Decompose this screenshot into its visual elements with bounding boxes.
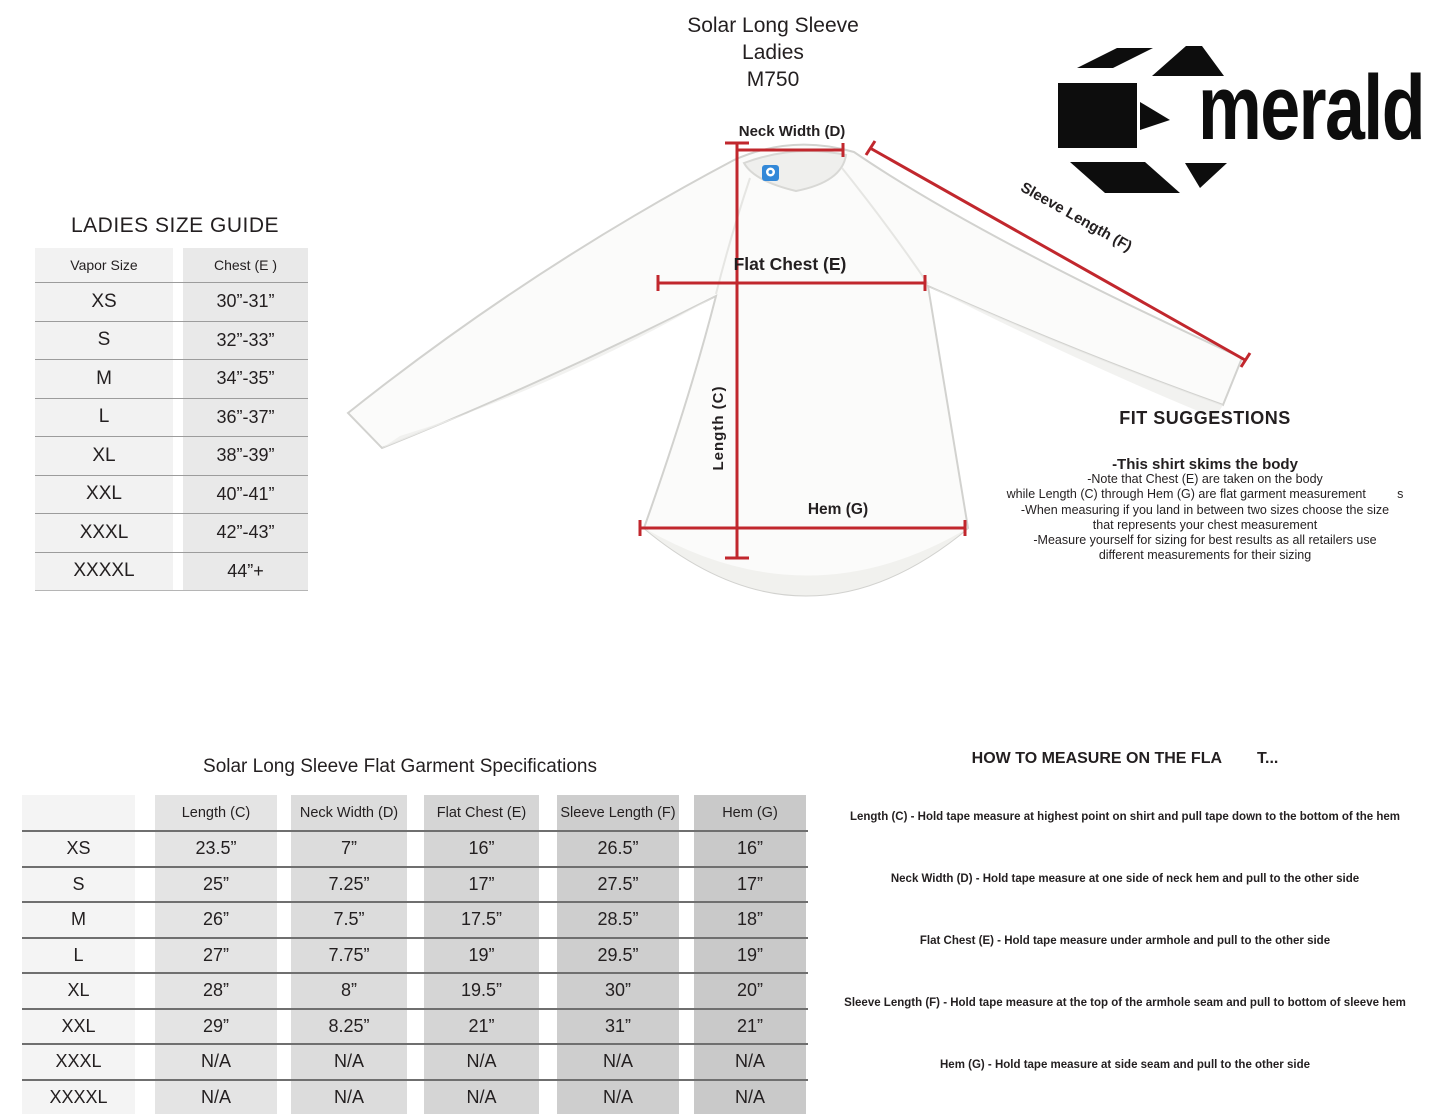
spec-value-cell: 20”: [694, 974, 806, 1008]
spec-value-cell: N/A: [291, 1081, 407, 1115]
spec-col-header: [22, 795, 135, 830]
spec-value-cell: N/A: [424, 1081, 539, 1115]
spec-col-gap: [135, 1010, 155, 1044]
spec-value-cell: 21”: [424, 1010, 539, 1044]
fit-suggestion-line: while Length (C) through Hem (G) are flat garment measurement s: [1006, 487, 1404, 502]
spec-col-gap: [679, 1081, 694, 1115]
spec-col-gap: [407, 939, 424, 973]
spec-col-gap: [277, 795, 291, 830]
spec-table-row: [22, 901, 808, 937]
spec-col-gap: [679, 868, 694, 902]
size-guide-row: [35, 398, 308, 437]
size-guide-gap: [173, 399, 183, 437]
spec-col-gap: [135, 1081, 155, 1115]
sleeve-length-label: Sleeve Length (F): [1017, 178, 1135, 256]
size-guide-chest-cell: 44”+: [183, 553, 308, 591]
spec-col-gap: [135, 1045, 155, 1079]
flat-chest-label: Flat Chest (E): [733, 254, 847, 274]
spec-size-cell: XXL: [22, 1010, 135, 1044]
product-title: [598, 12, 948, 93]
spec-col-header: Sleeve Length (F): [557, 795, 679, 830]
size-guide-col-chest: Chest (E ): [183, 248, 308, 282]
size-guide-gap: [173, 437, 183, 475]
fit-suggestion-line: -This shirt skims the body: [1112, 456, 1298, 473]
spec-table-row: [22, 866, 808, 902]
product-model: M750: [746, 68, 800, 91]
spec-col-gap: [539, 832, 557, 866]
spec-col-gap: [277, 903, 291, 937]
size-guide-heading: LADIES SIZE GUIDE: [70, 214, 280, 237]
spec-col-gap: [679, 795, 694, 830]
spec-value-cell: 21”: [694, 1010, 806, 1044]
size-guide-chest-cell: 38”-39”: [183, 437, 308, 475]
size-guide-gap: [173, 553, 183, 591]
spec-value-cell: 7.25”: [291, 868, 407, 902]
size-guide-size-cell: XL: [35, 437, 173, 475]
spec-value-cell: 27”: [155, 939, 277, 973]
fit-suggestions-text: [995, 457, 1415, 563]
spec-size-cell: XXXXL: [22, 1081, 135, 1115]
spec-col-gap: [539, 868, 557, 902]
spec-col-gap: [277, 832, 291, 866]
spec-col-gap: [407, 974, 424, 1008]
spec-col-gap: [539, 974, 557, 1008]
spec-value-cell: 19.5”: [424, 974, 539, 1008]
size-guide-body: [35, 282, 308, 590]
fit-suggestion-line: -When measuring if you land in between two sizes choose the size: [1020, 502, 1390, 517]
spec-table-header-row: [22, 795, 808, 830]
spec-col-gap: [407, 1045, 424, 1079]
spec-table-body: [22, 830, 808, 1114]
spec-col-gap: [679, 939, 694, 973]
spec-col-gap: [539, 939, 557, 973]
spec-value-cell: N/A: [694, 1081, 806, 1115]
spec-col-gap: [679, 1045, 694, 1079]
spec-value-cell: 19”: [424, 939, 539, 973]
spec-col-gap: [407, 832, 424, 866]
spec-value-cell: 8.25”: [291, 1010, 407, 1044]
spec-value-cell: 7.75”: [291, 939, 407, 973]
spec-value-cell: 8”: [291, 974, 407, 1008]
spec-table-row: [22, 972, 808, 1008]
size-guide-size-cell: XS: [35, 283, 173, 321]
spec-value-cell: 7.5”: [291, 903, 407, 937]
spec-value-cell: 28”: [155, 974, 277, 1008]
spec-value-cell: N/A: [424, 1045, 539, 1079]
fit-suggestion-line: -Measure yourself for sizing for best results as all retailers use: [1033, 533, 1377, 548]
spec-col-gap: [539, 903, 557, 937]
spec-size-cell: XS: [22, 832, 135, 866]
size-guide-size-cell: XXXXL: [35, 553, 173, 591]
spec-size-cell: XL: [22, 974, 135, 1008]
how-to-measure-item: Hem (G) - Hold tape measure at side seam and pull to the other side: [940, 1059, 1310, 1071]
spec-value-cell: 7”: [291, 832, 407, 866]
size-guide-chest-cell: 30”-31”: [183, 283, 308, 321]
product-name: Solar Long Sleeve: [687, 14, 859, 37]
how-to-measure-item: Neck Width (D) - Hold tape measure at one side of neck hem and pull to the other side: [890, 873, 1360, 885]
spec-value-cell: N/A: [557, 1081, 679, 1115]
spec-value-cell: N/A: [557, 1045, 679, 1079]
size-guide-gap: [173, 514, 183, 552]
size-guide-row: [35, 282, 308, 321]
size-guide-row: [35, 475, 308, 514]
product-gender: Ladies: [742, 41, 804, 64]
size-guide-gap: [173, 248, 183, 282]
spec-size-cell: XXXL: [22, 1045, 135, 1079]
collar-tag-icon: [762, 165, 779, 181]
spec-value-cell: N/A: [155, 1045, 277, 1079]
spec-value-cell: 28.5”: [557, 903, 679, 937]
spec-size-cell: S: [22, 868, 135, 902]
spec-col-gap: [277, 974, 291, 1008]
size-guide-row: [35, 552, 308, 591]
size-guide-size-cell: S: [35, 322, 173, 360]
spec-col-gap: [407, 903, 424, 937]
spec-col-gap: [277, 1045, 291, 1079]
spec-col-gap: [277, 939, 291, 973]
spec-size-cell: M: [22, 903, 135, 937]
size-guide-gap: [173, 322, 183, 360]
fit-suggestions: [995, 408, 1415, 563]
size-guide-chest-cell: 32”-33”: [183, 322, 308, 360]
spec-col-gap: [539, 1081, 557, 1115]
spec-col-gap: [277, 1010, 291, 1044]
spec-col-gap: [135, 832, 155, 866]
spec-col-gap: [407, 795, 424, 830]
size-guide-chest-cell: 42”-43”: [183, 514, 308, 552]
spec-value-cell: N/A: [291, 1045, 407, 1079]
spec-col-gap: [407, 1010, 424, 1044]
fit-suggestion-line: that represents your chest measurement: [1092, 517, 1318, 532]
length-label: Length (C): [710, 385, 727, 471]
how-to-measure-item: Length (C) - Hold tape measure at highest point on shirt and pull tape down to the bottom of the hem: [849, 811, 1401, 823]
spec-table-row: [22, 937, 808, 973]
spec-col-header: Hem (G): [694, 795, 806, 830]
spec-col-gap: [277, 868, 291, 902]
spec-value-cell: 19”: [694, 939, 806, 973]
spec-size-cell: L: [22, 939, 135, 973]
spec-table: [22, 795, 808, 1114]
spec-value-cell: 16”: [424, 832, 539, 866]
spec-table-row: [22, 1008, 808, 1044]
size-guide-chest-cell: 34”-35”: [183, 360, 308, 398]
spec-value-cell: 23.5”: [155, 832, 277, 866]
spec-col-gap: [135, 795, 155, 830]
spec-col-gap: [679, 1010, 694, 1044]
size-guide-row: [35, 436, 308, 475]
spec-col-header: Neck Width (D): [291, 795, 407, 830]
spec-col-gap: [135, 939, 155, 973]
size-guide-size-cell: XXL: [35, 476, 173, 514]
size-guide-size-cell: M: [35, 360, 173, 398]
size-guide-size-cell: XXXL: [35, 514, 173, 552]
spec-col-gap: [679, 832, 694, 866]
spec-table-row: [22, 1079, 808, 1115]
size-guide-chest-cell: 40”-41”: [183, 476, 308, 514]
spec-col-gap: [277, 1081, 291, 1115]
how-to-measure-item: Sleeve Length (F) - Hold tape measure at the top of the armhole seam and pull to bottom of sleeve hem: [844, 997, 1406, 1009]
spec-col-gap: [407, 1081, 424, 1115]
spec-value-cell: 17.5”: [424, 903, 539, 937]
fit-suggestion-line: different measurements for their sizing: [1098, 548, 1312, 563]
spec-col-gap: [135, 974, 155, 1008]
how-to-measure-item: Flat Chest (E) - Hold tape measure under armhole and pull to the other side: [919, 935, 1331, 947]
size-guide-table: [35, 248, 308, 591]
spec-table-row: [22, 1043, 808, 1079]
size-guide-col-size: Vapor Size: [35, 248, 173, 282]
spec-value-cell: 27.5”: [557, 868, 679, 902]
spec-value-cell: 30”: [557, 974, 679, 1008]
spec-col-gap: [135, 903, 155, 937]
fit-suggestion-line: -Note that Chest (E) are taken on the body: [1087, 472, 1323, 487]
spec-value-cell: 17”: [424, 868, 539, 902]
spec-value-cell: 17”: [694, 868, 806, 902]
how-to-measure: [830, 750, 1420, 1072]
spec-col-gap: [407, 868, 424, 902]
spec-table-row: [22, 830, 808, 866]
spec-value-cell: 25”: [155, 868, 277, 902]
spec-col-gap: [539, 1010, 557, 1044]
spec-col-gap: [539, 795, 557, 830]
spec-value-cell: 29.5”: [557, 939, 679, 973]
spec-value-cell: 26”: [155, 903, 277, 937]
spec-value-cell: 18”: [694, 903, 806, 937]
spec-value-cell: 29”: [155, 1010, 277, 1044]
size-guide-row: [35, 321, 308, 360]
how-to-measure-items: [830, 810, 1420, 1072]
spec-value-cell: N/A: [155, 1081, 277, 1115]
fit-suggestions-heading: FIT SUGGESTIONS: [1119, 408, 1291, 428]
how-to-measure-heading: HOW TO MEASURE ON THE FLA T...: [971, 750, 1279, 767]
spec-table-title: Solar Long Sleeve Flat Garment Specifications: [203, 756, 597, 777]
neck-width-label: Neck Width (D): [738, 123, 846, 140]
spec-col-gap: [679, 903, 694, 937]
size-guide-size-cell: L: [35, 399, 173, 437]
size-guide-row: [35, 359, 308, 398]
size-guide-gap: [173, 283, 183, 321]
hem-label: Hem (G): [807, 501, 869, 518]
spec-col-header: Flat Chest (E): [424, 795, 539, 830]
size-guide-gap: [173, 360, 183, 398]
spec-value-cell: 16”: [694, 832, 806, 866]
size-guide-row: [35, 513, 308, 552]
spec-col-gap: [539, 1045, 557, 1079]
spec-col-gap: [679, 974, 694, 1008]
spec-value-cell: 26.5”: [557, 832, 679, 866]
spec-col-gap: [135, 868, 155, 902]
size-guide-header-row: [35, 248, 308, 282]
spec-value-cell: N/A: [694, 1045, 806, 1079]
size-guide-chest-cell: 36”-37”: [183, 399, 308, 437]
spec-col-header: Length (C): [155, 795, 277, 830]
logo-wordmark: merald: [1198, 57, 1424, 159]
size-guide-gap: [173, 476, 183, 514]
spec-value-cell: 31”: [557, 1010, 679, 1044]
